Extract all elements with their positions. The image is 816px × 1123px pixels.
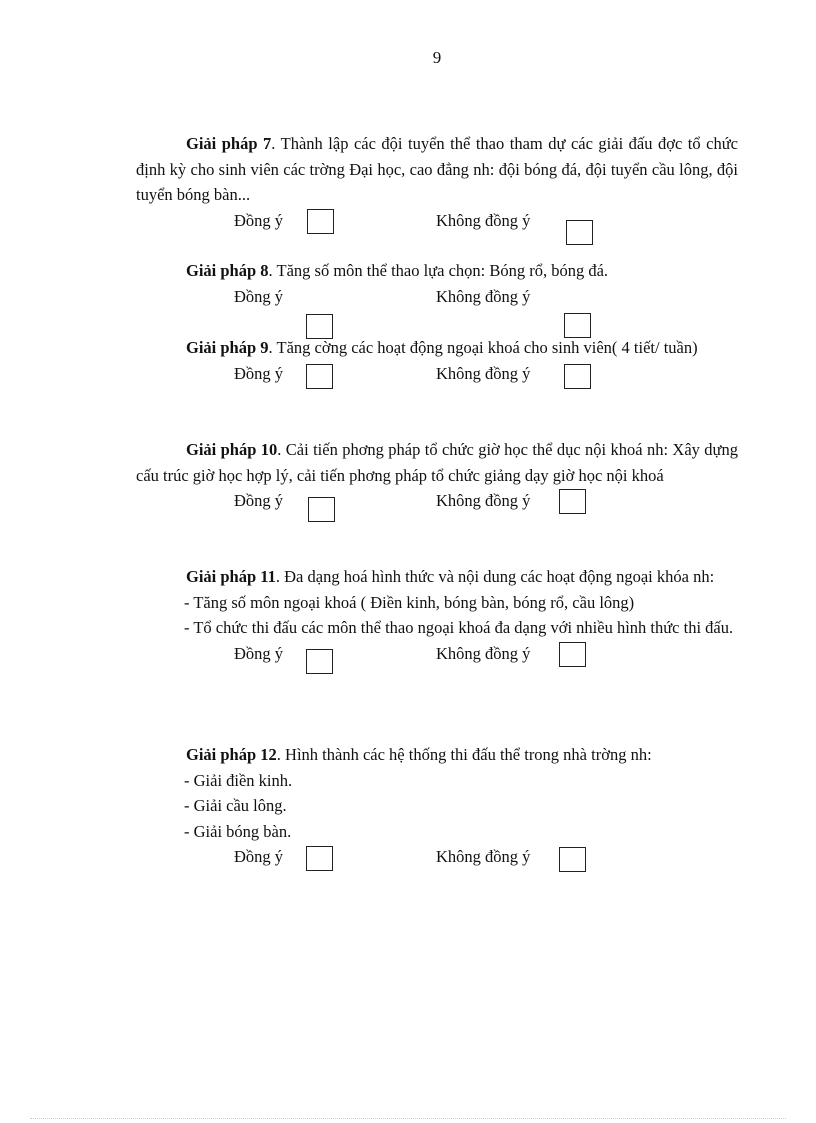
solution-12-bullet-3: - Giải bóng bàn. bbox=[184, 821, 292, 841]
agree-label: Đồng ý bbox=[234, 363, 284, 383]
solution-12-paragraph bbox=[136, 742, 738, 768]
solution-10 bbox=[136, 437, 738, 520]
disagree-label: Không đồng ý bbox=[436, 643, 531, 663]
disagree-checkbox[interactable] bbox=[559, 642, 586, 667]
disagree-label: Không đồng ý bbox=[436, 491, 531, 510]
disagree-label: Không đồng ý bbox=[436, 210, 531, 230]
solution-11-answers bbox=[136, 641, 738, 673]
solution-7-paragraph bbox=[136, 131, 738, 208]
solution-11-text: . Đa dạng hoá hình thức và nội dung các hoạt động ngoại khóa nh: bbox=[275, 567, 715, 586]
agree-checkbox[interactable] bbox=[307, 209, 334, 234]
solution-11-paragraph bbox=[136, 564, 738, 590]
agree-label: Đồng ý bbox=[234, 286, 284, 306]
disagree-checkbox[interactable] bbox=[564, 364, 591, 389]
disagree-label: Không đồng ý bbox=[436, 286, 531, 306]
disagree-label: Không đồng ý bbox=[436, 363, 531, 383]
disagree-checkbox[interactable] bbox=[566, 220, 593, 245]
solution-9-answers bbox=[136, 361, 738, 393]
solution-8-title: Giải pháp 8 bbox=[186, 261, 269, 280]
solution-10-answers bbox=[136, 488, 738, 520]
solution-12 bbox=[136, 742, 738, 876]
solution-9-title: Giải pháp 9 bbox=[186, 338, 269, 357]
solution-8 bbox=[136, 258, 738, 316]
solution-10-paragraph bbox=[136, 437, 738, 488]
solution-12-bullet-1: - Giải điền kinh. bbox=[184, 770, 293, 790]
agree-checkbox[interactable] bbox=[306, 364, 333, 389]
agree-label: Đồng ý bbox=[234, 643, 284, 663]
agree-label: Đồng ý bbox=[234, 847, 284, 866]
solution-9-text: . Tăng cờng các hoạt động ngoại khoá cho sinh viên( 4 tiết/ tuần) bbox=[268, 338, 698, 357]
solution-7 bbox=[136, 131, 738, 240]
disagree-label: Không đồng ý bbox=[436, 847, 531, 866]
solution-7-answers bbox=[136, 208, 738, 240]
disagree-checkbox[interactable] bbox=[559, 847, 586, 872]
solution-11-title: Giải pháp 11 bbox=[186, 567, 276, 586]
solution-11-bullet-1: - Tăng số môn ngoại khoá ( Điền kinh, bóng bàn, bóng rổ, cầu lông) bbox=[184, 592, 635, 612]
disagree-checkbox[interactable] bbox=[559, 489, 586, 514]
solution-12-text: . Hình thành các hệ thống thi đấu thể trong nhà trờng nh: bbox=[276, 745, 652, 764]
solution-12-title: Giải pháp 12 bbox=[186, 745, 277, 764]
solution-9-paragraph bbox=[136, 335, 738, 361]
solution-7-title: Giải pháp 7 bbox=[186, 134, 272, 153]
solution-10-title: Giải pháp 10 bbox=[186, 440, 278, 459]
solution-9 bbox=[136, 335, 738, 393]
solution-8-text: . Tăng số môn thể thao lựa chọn: Bóng rổ, bóng đá. bbox=[268, 261, 609, 280]
agree-label: Đồng ý bbox=[234, 210, 284, 230]
solution-11-bullet-2: - Tổ chức thi đấu các môn thể thao ngoại khoá đa dạng với nhiều hình thức thi đấu. bbox=[184, 618, 734, 637]
disagree-checkbox[interactable] bbox=[564, 313, 591, 338]
solution-12-bullet-2: - Giải cầu lông. bbox=[184, 796, 287, 815]
page-bottom-divider bbox=[30, 1118, 786, 1119]
agree-label: Đồng ý bbox=[234, 491, 284, 510]
solution-8-paragraph bbox=[136, 258, 738, 284]
agree-checkbox[interactable] bbox=[308, 497, 335, 522]
page-number: 9 bbox=[432, 48, 442, 67]
solution-10-text: . Cải tiến phơng pháp tổ chức giờ học thể dục nội khoá nh: Xây dựng cấu trúc giờ học hợp lý, cải tiến phơng pháp tổ chức giảng dạy giờ học nội khoá bbox=[136, 440, 738, 485]
solution-12-answers bbox=[136, 844, 738, 876]
agree-checkbox[interactable] bbox=[306, 649, 333, 674]
solution-11 bbox=[136, 564, 738, 673]
solution-8-answers bbox=[136, 284, 738, 316]
solution-7-text: . Thành lập các đội tuyển thể thao tham dự các giải đấu đợc tổ chức định kỳ cho sinh viên các trờng Đại học, cao đẳng nh: đội bóng đá, đội tuyển cầu lông, đội tuyển bóng bàn... bbox=[136, 134, 738, 204]
agree-checkbox[interactable] bbox=[306, 846, 333, 871]
